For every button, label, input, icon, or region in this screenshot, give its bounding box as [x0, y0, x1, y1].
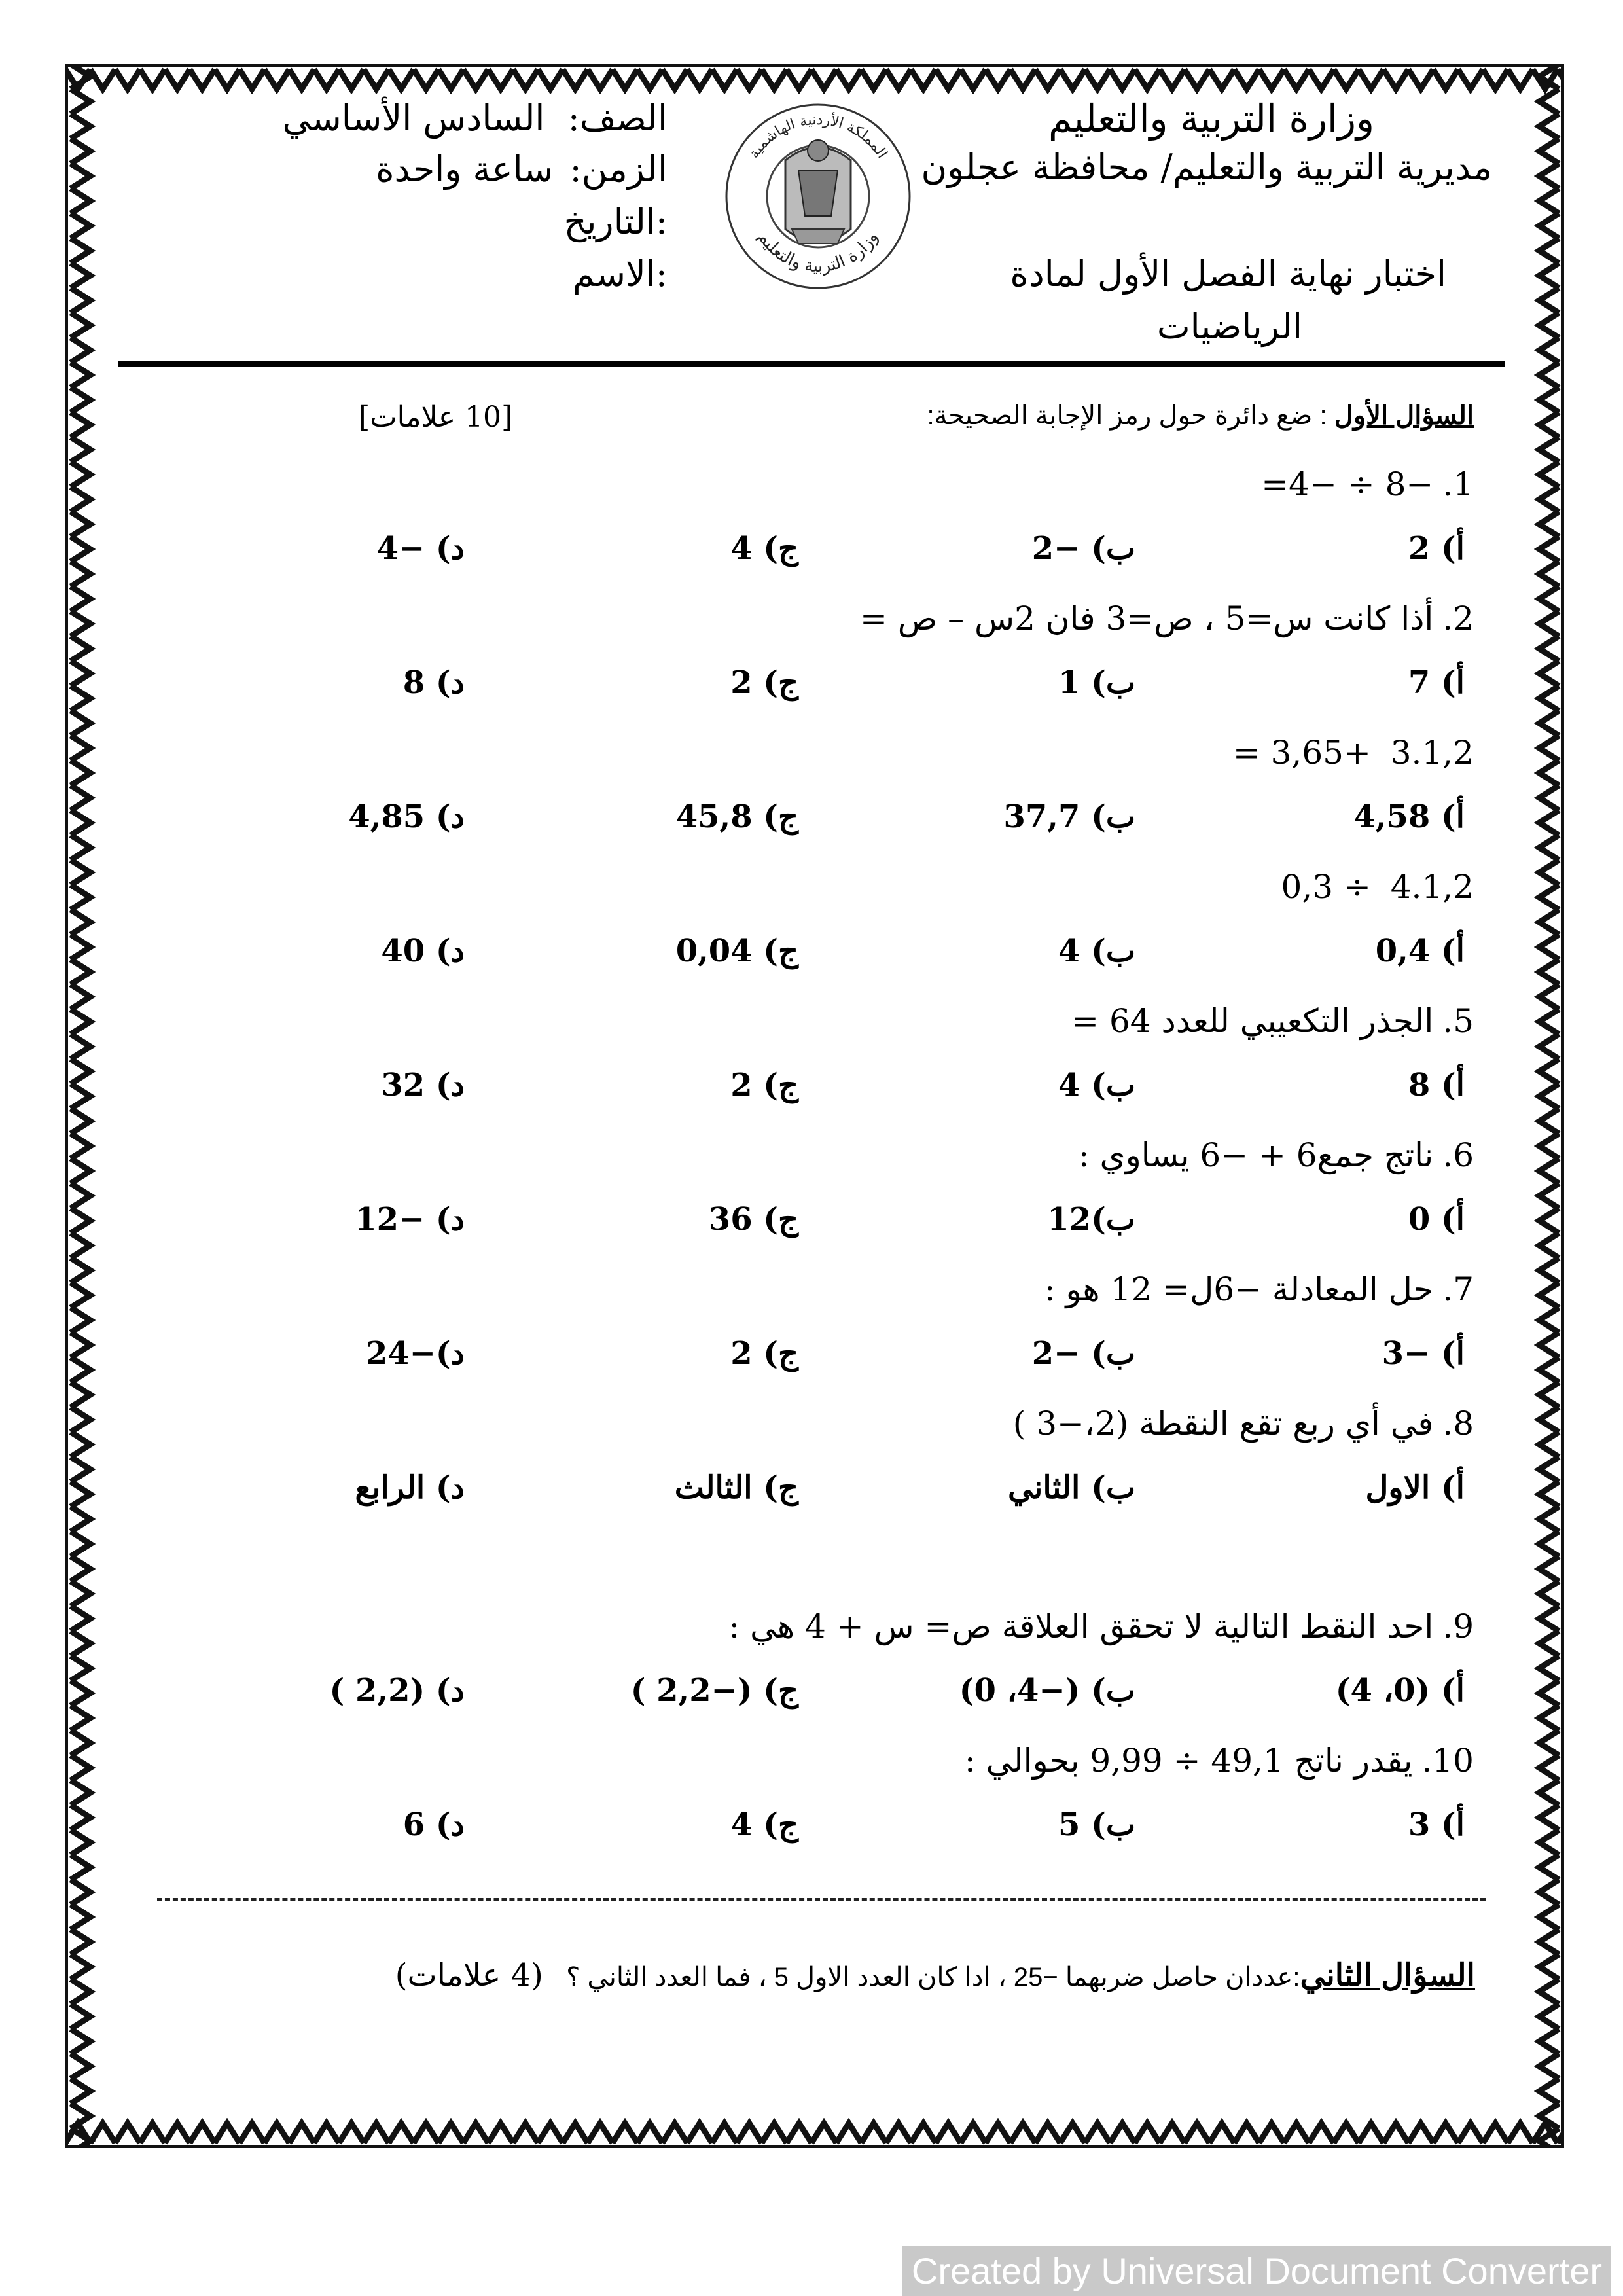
option-c[interactable]: ج) 2 — [730, 1067, 798, 1103]
option-c[interactable]: ج) 2 — [730, 1335, 798, 1372]
option-d[interactable]: د) −4 — [376, 530, 465, 567]
option-c[interactable]: ج) 4 — [730, 1806, 798, 1843]
question-text: ناتج جمع6 + −6 يساوي : — [1078, 1136, 1434, 1174]
question-text: أذا كانت س=5 ، ص=3 فان 2س – ص = — [860, 600, 1434, 637]
option-b[interactable]: ب) 4 — [1058, 933, 1135, 969]
option-b[interactable]: ب) 5 — [1058, 1806, 1135, 1843]
question-text: −8 ÷ −4= — [1261, 465, 1434, 503]
time-line — [376, 149, 668, 190]
option-b[interactable]: ب) 1 — [1058, 664, 1135, 701]
question-text: يقدر ناتج 49,1 ÷ 9,99 بحوالي : — [964, 1742, 1413, 1780]
option-c[interactable]: ج) 45,8 — [675, 798, 798, 835]
option-c[interactable]: ج) الثالث — [674, 1469, 798, 1506]
q1-header — [927, 401, 1474, 431]
question-text: 1,2 +3,65 = — [1232, 734, 1474, 772]
question-number: 6. — [1442, 1136, 1474, 1174]
question-number: 2. — [1442, 600, 1474, 637]
option-b[interactable]: ب) −2 — [1031, 530, 1135, 567]
option-b[interactable]: ب) 37,7 — [1003, 798, 1135, 835]
q1-marks: [10 علامات] — [359, 401, 513, 434]
option-d[interactable]: د) −12 — [355, 1201, 465, 1238]
directorate-title: مديرية التربية والتعليم/ محافظة عجلون — [921, 147, 1492, 188]
question-stem — [728, 1607, 1474, 1646]
question-stem — [1079, 1136, 1474, 1175]
option-a[interactable]: أ) 7 — [1408, 664, 1465, 701]
ministry-logo — [720, 98, 916, 295]
option-c[interactable]: ج) 0,04 — [675, 933, 798, 969]
option-a[interactable]: أ) 0,4 — [1375, 933, 1465, 969]
grade-label: الصف: — [567, 98, 668, 139]
option-c[interactable]: ج) 2 — [730, 664, 798, 701]
question-stem — [1071, 1001, 1474, 1041]
question-stem — [860, 599, 1474, 638]
option-a[interactable]: أ) 3 — [1408, 1806, 1465, 1843]
question-stem — [965, 1741, 1474, 1780]
option-a[interactable]: أ) الاول — [1365, 1469, 1465, 1506]
question-number: 5. — [1442, 1002, 1474, 1040]
q2-title: السؤال الثاني — [1300, 1958, 1475, 1993]
option-b[interactable]: ب) 4 — [1058, 1067, 1135, 1103]
question-number: 3. — [1390, 734, 1422, 772]
option-a[interactable]: أ) 2 — [1408, 530, 1465, 567]
option-a[interactable]: أ) 8 — [1408, 1067, 1465, 1103]
time-label: الزمن: — [569, 149, 668, 190]
option-b[interactable]: ب) −2 — [1031, 1335, 1135, 1372]
question-number: 7. — [1442, 1270, 1474, 1308]
exam-title-line2: الرياضيات — [1156, 306, 1302, 347]
q1-title: السؤال الأول — [1334, 401, 1474, 430]
option-b[interactable]: ب)12 — [1047, 1201, 1135, 1238]
option-d[interactable]: د) 40 — [381, 933, 465, 969]
option-d[interactable]: د) 32 — [381, 1067, 465, 1103]
date-label: التاريخ: — [563, 201, 668, 242]
option-c[interactable]: ج) 36 — [708, 1201, 798, 1238]
header-divider — [118, 361, 1505, 367]
time-value: ساعة واحدة — [376, 149, 554, 190]
q1-instruction: : ضع دائرة حول رمز الإجابة الصحيحة: — [927, 401, 1327, 430]
question-number: 9. — [1442, 1607, 1474, 1645]
q2-text: :عددان حاصل ضربهما −25 ، ادا كان العدد الاول 5 ، فما العدد الثاني ؟ — [566, 1963, 1300, 1992]
option-c[interactable]: ج) 4 — [730, 530, 798, 567]
question-stem — [1261, 465, 1474, 504]
question-text: احد النقط التالية لا تحقق العلاقة ص= س + 4 هي : — [728, 1607, 1434, 1645]
question-stem — [1044, 1270, 1474, 1309]
question-text: حل المعادلة −6ل= 12 هو : — [1044, 1270, 1434, 1308]
option-c[interactable]: ج) (−2,2 ) — [630, 1672, 798, 1709]
option-b[interactable]: ب) (−4، 0) — [959, 1672, 1135, 1709]
option-b[interactable]: ب) الثاني — [1007, 1469, 1135, 1506]
question-number: 1. — [1442, 465, 1474, 503]
ministry-title: وزارة التربية والتعليم — [1048, 96, 1374, 141]
option-d[interactable]: د) (2,2 ) — [329, 1672, 465, 1709]
q2-marks: (4 علامات) — [395, 1957, 543, 1994]
option-d[interactable]: د) 8 — [402, 664, 465, 701]
question-text: في أي ربع تقع النقطة (2،−3 ) — [1012, 1405, 1434, 1443]
option-a[interactable]: أ) −3 — [1382, 1335, 1465, 1372]
question-text: الجذر التكعيبي للعدد 64 = — [1071, 1002, 1434, 1040]
question-number: 4. — [1390, 868, 1422, 906]
q2-line — [395, 1957, 1475, 1994]
grade-line — [282, 98, 668, 139]
option-d[interactable]: د)−24 — [365, 1335, 465, 1372]
name-label: الاسم: — [572, 253, 668, 295]
section-divider — [157, 1898, 1486, 1901]
question-number: 10. — [1421, 1742, 1474, 1780]
logo-text-bottom: وزارة التربية والتعليم — [754, 228, 882, 277]
option-a[interactable]: أ) (0، 4) — [1335, 1672, 1465, 1709]
grade-value: السادس الأساسي — [282, 98, 545, 139]
question-stem — [1281, 867, 1474, 906]
option-a[interactable]: أ) 4,58 — [1353, 798, 1465, 835]
logo-text-top: المملكة الأردنية الهاشمية — [745, 111, 891, 162]
question-stem — [1013, 1404, 1474, 1443]
question-stem — [1233, 733, 1474, 772]
page-frame — [65, 64, 1564, 2148]
converter-watermark: Created by Universal Document Converter — [902, 2246, 1611, 2296]
question-text: 1,2 ÷ 0,3 — [1281, 868, 1474, 906]
option-a[interactable]: أ) 0 — [1408, 1201, 1465, 1238]
option-d[interactable]: د) الرابع — [355, 1469, 465, 1506]
option-d[interactable]: د) 4,85 — [348, 798, 465, 835]
option-d[interactable]: د) 6 — [402, 1806, 465, 1843]
exam-title-line1: اختبار نهاية الفصل الأول لمادة — [1010, 253, 1446, 295]
question-number: 8. — [1442, 1405, 1474, 1443]
